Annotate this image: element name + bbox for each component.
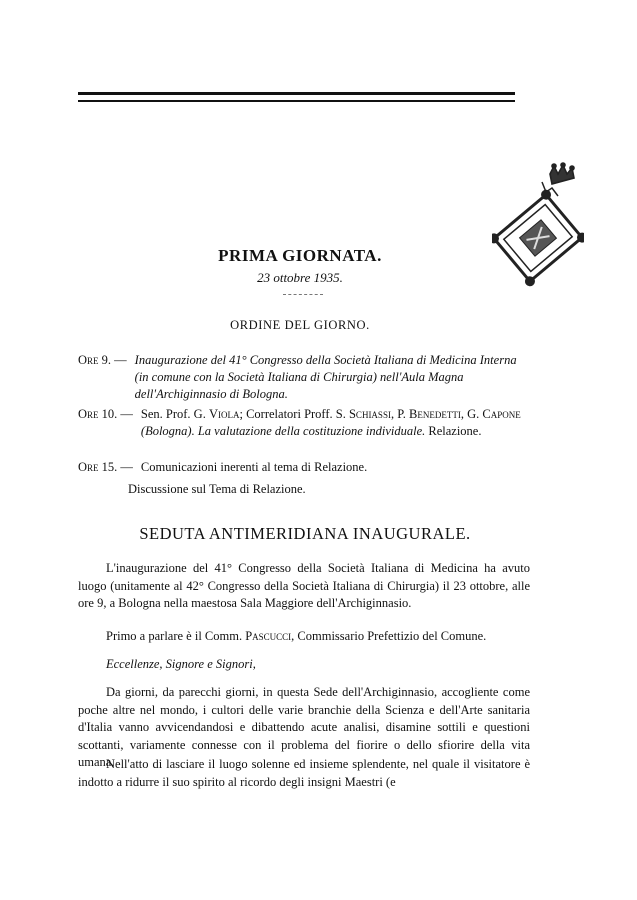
- body-paragraph-2: Primo a parlare è il Comm. Pascucci, Commissario Prefettizio del Comune.: [106, 629, 487, 643]
- agenda-item-3: [78, 459, 530, 476]
- speaker-name: Viola: [208, 407, 240, 421]
- separator-dash: [283, 294, 323, 296]
- section-title: SEDUTA ANTIMERIDIANA INAUGURALE.: [139, 524, 471, 543]
- order-heading: ORDINE DEL GIORNO.: [230, 318, 370, 332]
- day-title: PRIMA GIORNATA.: [218, 246, 382, 265]
- agenda-text: Comunicazioni inerenti al tema di Relazione.: [140, 460, 368, 474]
- speaker-name: Pascucci: [245, 629, 292, 643]
- agenda-item-2: [78, 406, 530, 440]
- header-rule-thick: [78, 92, 515, 95]
- discussion-note: Discussione sul Tema di Relazione.: [128, 482, 306, 496]
- body-paragraph-4: Nell'atto di lasciare il luogo solenne ed insieme splendente, nel quale il visitatore è indotto a ridurre il suo spirito al ricordo degli insigni Maestri (e: [78, 757, 530, 789]
- body-paragraph-3: Da giorni, da parecchi giorni, in questa Sede dell'Archiginnasio, accogliente come poche altre nel mondo, i cultori delle varie branchie della Scienza e dell'Arte sanitaria d'Italia vanno avvicendandosi e dibattendo acute analisi, disamine sottili e questioni scottanti, variamente connesse con il problema del fiorire o dello sfiorire della vita umana.: [78, 685, 530, 769]
- speaker-name: Benedetti: [409, 407, 461, 421]
- agenda-text: Sen. Prof. G. Viola; Correlatori Proff. S. Schiassi, P. Benedetti, G. Capone (Bologna). La valutazione della costituzione individuale. Relazione.: [140, 407, 521, 438]
- agenda-item-1: [78, 352, 530, 403]
- day-date: 23 ottobre 1935.: [257, 270, 343, 285]
- agenda-time: Ore 10. —: [78, 407, 133, 421]
- speaker-name: Capone: [482, 407, 521, 421]
- speaker-name: Schiassi: [348, 407, 391, 421]
- agenda-time: Ore 9. —: [78, 353, 127, 367]
- salutation: Eccellenze, Signore e Signori,: [106, 657, 256, 671]
- header-rule-thin: [78, 100, 515, 102]
- agenda-time: Ore 15. —: [78, 460, 133, 474]
- body-paragraph-1: L'inaugurazione del 41° Congresso della Società Italiana di Medicina ha avuto luogo (unitamente al 42° Congresso della Società Italiana di Chirurgia) il 23 ottobre, alle ore 9, a Bologna nella maestosa Sala Maggiore dell'Archiginnasio.: [78, 561, 530, 610]
- agenda-text: Inaugurazione del 41° Congresso della Società Italiana di Medicina Interna (in comune con la Società Italiana di Chirurgia) nell'Aula Magna dell'Archiginnasio di Bologna.: [134, 353, 517, 401]
